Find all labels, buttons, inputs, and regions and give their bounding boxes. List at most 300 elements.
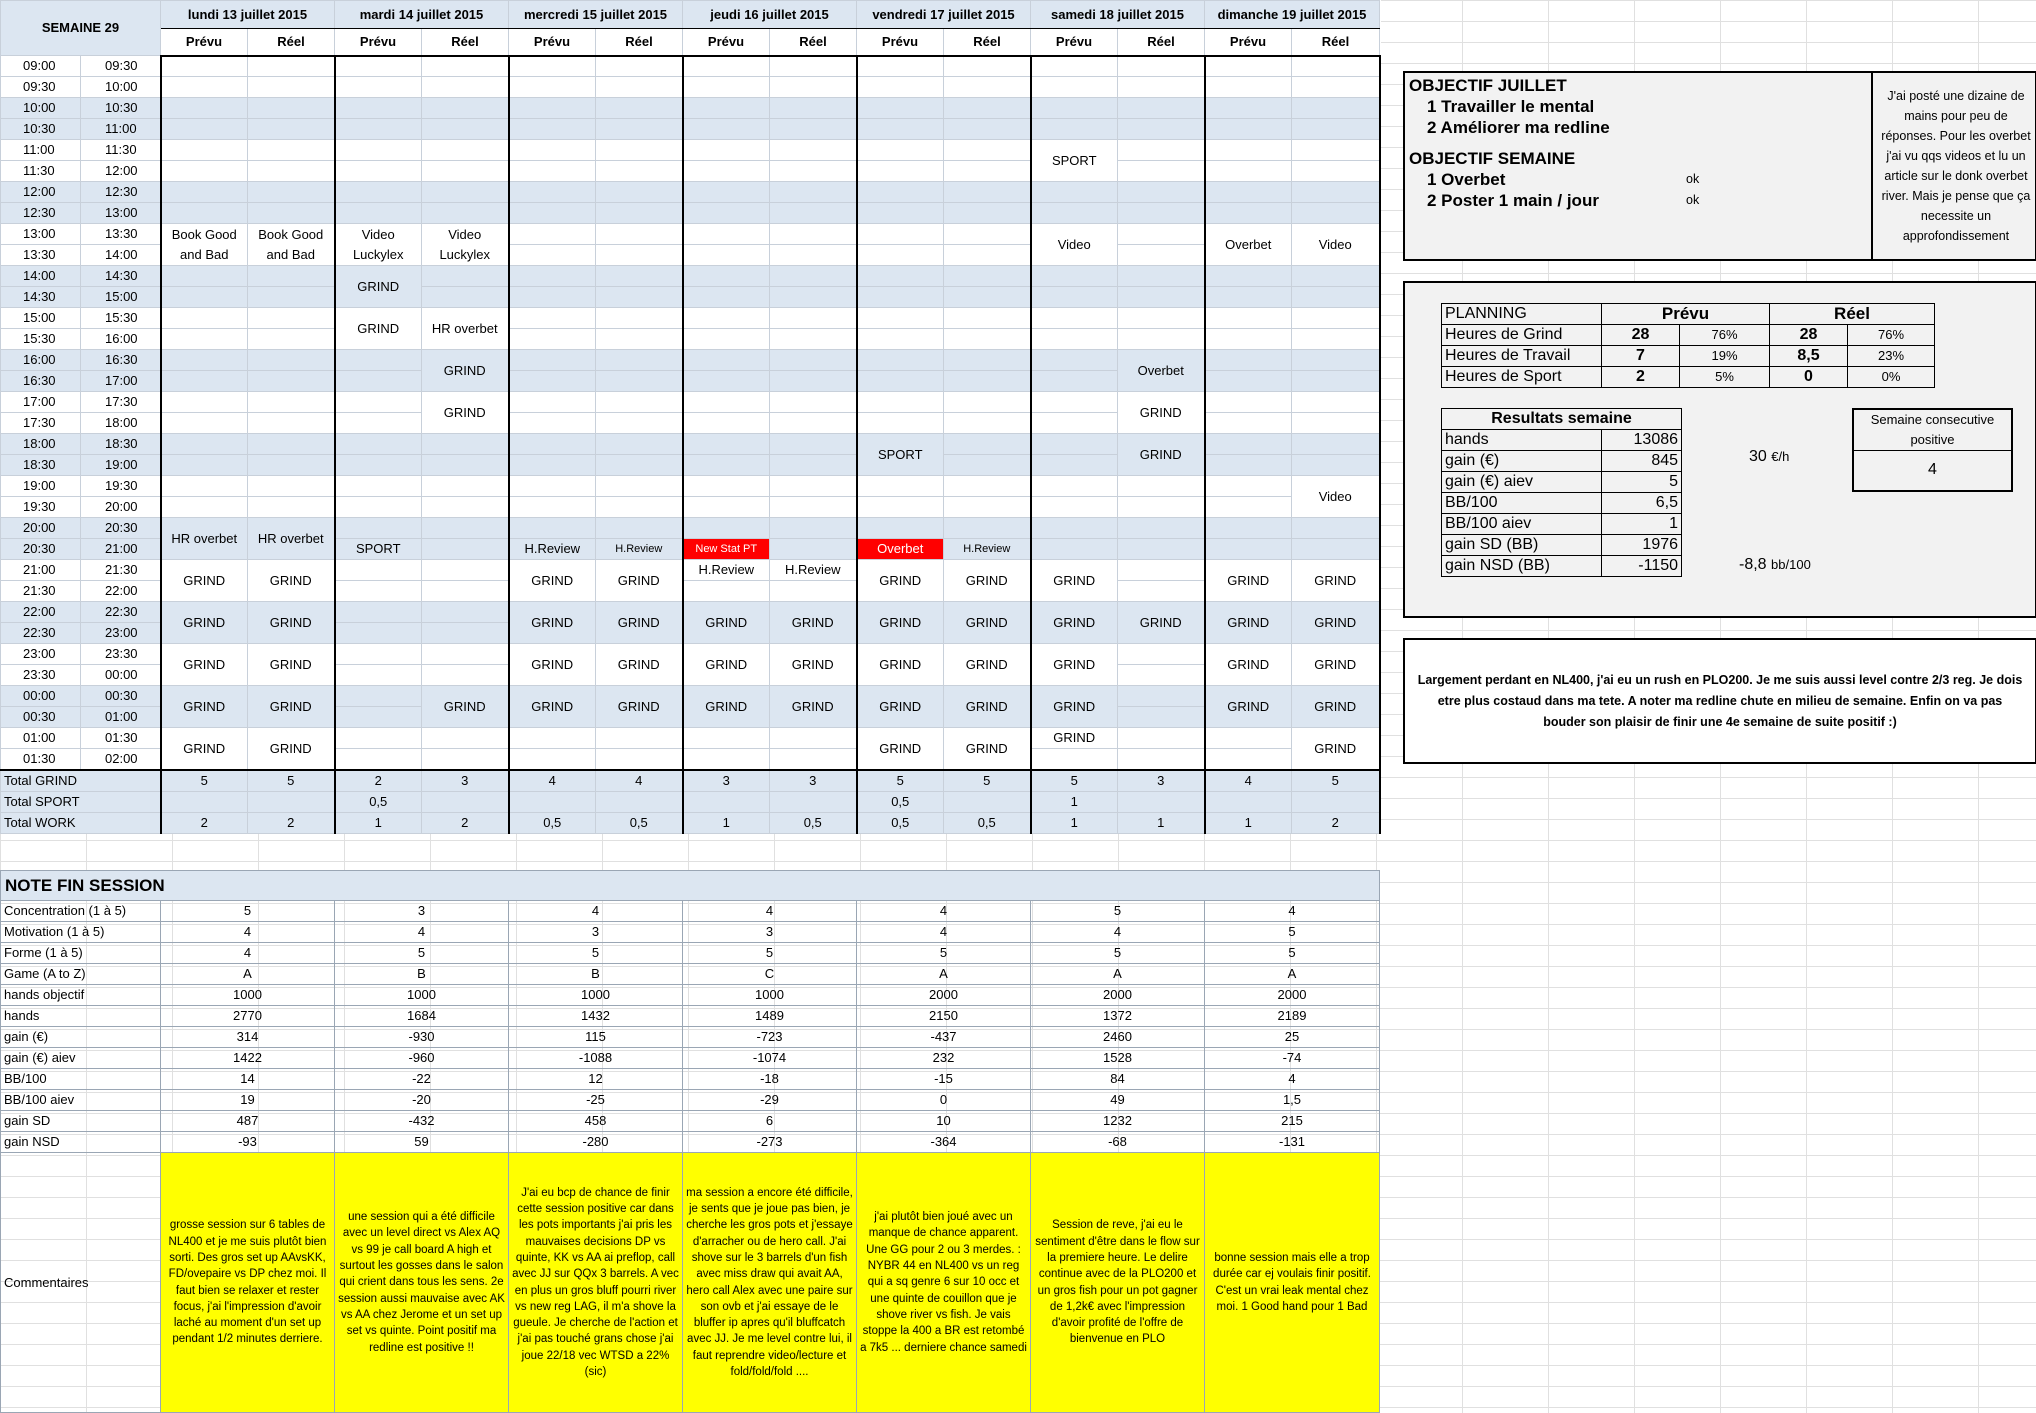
slot-empty[interactable] xyxy=(770,371,857,392)
slot-empty[interactable] xyxy=(944,287,1031,308)
slot-empty[interactable] xyxy=(770,140,857,161)
slot-empty[interactable] xyxy=(596,329,683,350)
slot-empty[interactable] xyxy=(596,245,683,266)
slot-empty[interactable] xyxy=(944,161,1031,182)
slot-empty[interactable] xyxy=(770,476,857,497)
slot-empty[interactable] xyxy=(1205,434,1292,455)
slot-grind[interactable]: GRIND xyxy=(509,644,596,686)
slot-empty[interactable] xyxy=(509,224,596,245)
slot-empty[interactable] xyxy=(1118,161,1205,182)
slot-empty[interactable] xyxy=(335,686,422,707)
slot-empty[interactable] xyxy=(857,266,944,287)
slot-empty[interactable] xyxy=(422,182,509,203)
slot-empty[interactable] xyxy=(335,161,422,182)
slot-empty[interactable] xyxy=(248,350,335,371)
slot-empty[interactable] xyxy=(1031,287,1118,308)
slot-grind[interactable]: GRIND xyxy=(1118,602,1205,644)
slot-empty[interactable] xyxy=(248,140,335,161)
slot-empty[interactable] xyxy=(509,434,596,455)
slot-empty[interactable] xyxy=(596,98,683,119)
slot-empty[interactable] xyxy=(683,203,770,224)
slot-empty[interactable] xyxy=(335,581,422,602)
slot-empty[interactable] xyxy=(596,266,683,287)
slot-empty[interactable] xyxy=(161,56,248,77)
slot-grind[interactable]: GRIND xyxy=(248,560,335,602)
slot-empty[interactable] xyxy=(683,350,770,371)
slot-empty[interactable] xyxy=(1205,161,1292,182)
slot-sport[interactable]: SPORT xyxy=(857,434,944,476)
slot-empty[interactable] xyxy=(944,203,1031,224)
slot-empty[interactable] xyxy=(422,749,509,771)
slot-grind[interactable]: GRIND xyxy=(1292,728,1380,771)
slot-empty[interactable] xyxy=(683,392,770,413)
slot-empty[interactable] xyxy=(683,119,770,140)
slot-grind[interactable]: GRIND xyxy=(857,602,944,644)
slot-video[interactable]: Video xyxy=(1292,224,1380,266)
slot-empty[interactable] xyxy=(1031,476,1118,497)
slot-empty[interactable] xyxy=(596,56,683,77)
slot-empty[interactable] xyxy=(161,287,248,308)
slot-empty[interactable] xyxy=(422,266,509,287)
slot-empty[interactable] xyxy=(1118,182,1205,203)
slot-empty[interactable] xyxy=(683,581,770,602)
slot-empty[interactable] xyxy=(1118,497,1205,518)
slot-empty[interactable] xyxy=(248,203,335,224)
slot-empty[interactable] xyxy=(1031,749,1118,771)
slot-empty[interactable] xyxy=(1118,476,1205,497)
slot-grind[interactable]: GRIND xyxy=(248,602,335,644)
slot-empty[interactable] xyxy=(248,77,335,98)
slot-empty[interactable] xyxy=(1118,329,1205,350)
slot-empty[interactable] xyxy=(683,476,770,497)
slot-overbet[interactable]: Overbet xyxy=(857,539,944,560)
slot-empty[interactable] xyxy=(1292,308,1380,329)
slot-empty[interactable] xyxy=(248,161,335,182)
slot-empty[interactable] xyxy=(1292,266,1380,287)
slot-grind[interactable]: GRIND xyxy=(1031,602,1118,644)
slot-empty[interactable] xyxy=(335,140,422,161)
slot-empty[interactable] xyxy=(770,455,857,476)
slot-empty[interactable] xyxy=(335,476,422,497)
slot-empty[interactable] xyxy=(248,392,335,413)
slot-empty[interactable] xyxy=(1205,455,1292,476)
slot-empty[interactable] xyxy=(161,308,248,329)
slot-grind[interactable]: GRIND xyxy=(857,728,944,771)
slot-empty[interactable] xyxy=(683,728,770,749)
slot-empty[interactable] xyxy=(596,119,683,140)
slot-empty[interactable] xyxy=(509,77,596,98)
slot-empty[interactable] xyxy=(1031,266,1118,287)
slot-grind[interactable]: GRIND xyxy=(248,644,335,686)
slot-empty[interactable] xyxy=(1205,497,1292,518)
slot-empty[interactable] xyxy=(1292,98,1380,119)
slot-empty[interactable] xyxy=(422,602,509,623)
slot-empty[interactable] xyxy=(1205,203,1292,224)
slot-empty[interactable] xyxy=(770,581,857,602)
slot-empty[interactable] xyxy=(944,434,1031,455)
slot-empty[interactable] xyxy=(1205,728,1292,749)
slot-empty[interactable] xyxy=(335,602,422,623)
slot-empty[interactable] xyxy=(770,56,857,77)
slot-empty[interactable] xyxy=(770,287,857,308)
slot-grind[interactable]: GRIND xyxy=(161,644,248,686)
slot-empty[interactable] xyxy=(422,140,509,161)
slot-empty[interactable] xyxy=(1205,518,1292,539)
slot-empty[interactable] xyxy=(248,182,335,203)
slot-empty[interactable] xyxy=(509,518,596,539)
slot-empty[interactable] xyxy=(1118,308,1205,329)
slot-empty[interactable] xyxy=(770,266,857,287)
slot-grind[interactable]: GRIND xyxy=(1205,686,1292,728)
slot-empty[interactable] xyxy=(509,182,596,203)
slot-empty[interactable] xyxy=(422,476,509,497)
slot-empty[interactable] xyxy=(248,119,335,140)
slot-empty[interactable] xyxy=(770,77,857,98)
slot-empty[interactable] xyxy=(161,266,248,287)
slot-empty[interactable] xyxy=(770,161,857,182)
slot-empty[interactable] xyxy=(509,497,596,518)
slot-empty[interactable] xyxy=(1205,308,1292,329)
slot-empty[interactable] xyxy=(944,56,1031,77)
slot-empty[interactable] xyxy=(596,308,683,329)
slot-empty[interactable] xyxy=(509,749,596,771)
slot-empty[interactable] xyxy=(683,287,770,308)
slot-empty[interactable] xyxy=(1205,119,1292,140)
slot-empty[interactable] xyxy=(335,413,422,434)
slot-empty[interactable] xyxy=(683,749,770,771)
slot-empty[interactable] xyxy=(1292,287,1380,308)
slot-empty[interactable] xyxy=(683,455,770,476)
slot-grind[interactable]: GRIND xyxy=(944,602,1031,644)
slot-empty[interactable] xyxy=(683,329,770,350)
slot-empty[interactable] xyxy=(509,329,596,350)
slot-empty[interactable] xyxy=(1205,329,1292,350)
slot-empty[interactable] xyxy=(161,371,248,392)
slot-empty[interactable] xyxy=(1205,140,1292,161)
slot-empty[interactable] xyxy=(683,245,770,266)
slot-sport[interactable]: SPORT xyxy=(335,539,422,560)
slot-grind[interactable]: GRIND xyxy=(1031,728,1118,749)
slot-empty[interactable] xyxy=(1118,140,1205,161)
slot-empty[interactable] xyxy=(1031,56,1118,77)
slot-empty[interactable] xyxy=(335,392,422,413)
slot-empty[interactable] xyxy=(944,77,1031,98)
slot-empty[interactable] xyxy=(335,98,422,119)
slot-empty[interactable] xyxy=(1292,371,1380,392)
slot-empty[interactable] xyxy=(596,161,683,182)
slot-empty[interactable] xyxy=(944,392,1031,413)
slot-empty[interactable] xyxy=(422,434,509,455)
slot-empty[interactable] xyxy=(1205,539,1292,560)
slot-empty[interactable] xyxy=(1292,455,1380,476)
slot-empty[interactable] xyxy=(770,119,857,140)
slot-empty[interactable] xyxy=(944,476,1031,497)
slot-empty[interactable] xyxy=(335,119,422,140)
slot-empty[interactable] xyxy=(770,224,857,245)
slot-empty[interactable] xyxy=(248,308,335,329)
slot-empty[interactable] xyxy=(596,518,683,539)
slot-empty[interactable] xyxy=(1031,119,1118,140)
slot-empty[interactable] xyxy=(1031,413,1118,434)
slot-empty[interactable] xyxy=(161,98,248,119)
slot-empty[interactable] xyxy=(509,56,596,77)
slot-grind[interactable]: GRIND xyxy=(161,686,248,728)
slot-empty[interactable] xyxy=(335,707,422,728)
slot-empty[interactable] xyxy=(857,518,944,539)
slot-empty[interactable] xyxy=(509,308,596,329)
slot-empty[interactable] xyxy=(1205,476,1292,497)
slot-empty[interactable] xyxy=(248,455,335,476)
slot-empty[interactable] xyxy=(422,497,509,518)
slot-empty[interactable] xyxy=(857,350,944,371)
slot-empty[interactable] xyxy=(161,497,248,518)
slot-empty[interactable] xyxy=(770,434,857,455)
slot-empty[interactable] xyxy=(509,476,596,497)
slot-empty[interactable] xyxy=(596,140,683,161)
slot-empty[interactable] xyxy=(509,245,596,266)
slot-empty[interactable] xyxy=(683,371,770,392)
slot-empty[interactable] xyxy=(944,140,1031,161)
slot-empty[interactable] xyxy=(857,371,944,392)
slot-empty[interactable] xyxy=(509,371,596,392)
slot-empty[interactable] xyxy=(1031,518,1118,539)
slot-empty[interactable] xyxy=(770,728,857,749)
slot-empty[interactable] xyxy=(335,497,422,518)
slot-empty[interactable] xyxy=(422,665,509,686)
slot-empty[interactable] xyxy=(335,518,422,539)
slot-empty[interactable] xyxy=(1031,182,1118,203)
slot-empty[interactable] xyxy=(1205,350,1292,371)
slot-empty[interactable] xyxy=(422,119,509,140)
slot-empty[interactable] xyxy=(1205,287,1292,308)
slot-empty[interactable] xyxy=(422,560,509,581)
slot-empty[interactable] xyxy=(683,56,770,77)
slot-grind[interactable]: GRIND xyxy=(596,686,683,728)
slot-empty[interactable] xyxy=(422,161,509,182)
slot-empty[interactable] xyxy=(509,392,596,413)
slot-empty[interactable] xyxy=(596,749,683,771)
slot-book[interactable]: Book Good and Bad xyxy=(161,224,248,266)
slot-empty[interactable] xyxy=(1292,161,1380,182)
slot-empty[interactable] xyxy=(248,371,335,392)
slot-empty[interactable] xyxy=(509,455,596,476)
slot-empty[interactable] xyxy=(1031,371,1118,392)
slot-empty[interactable] xyxy=(1118,266,1205,287)
slot-empty[interactable] xyxy=(944,371,1031,392)
slot-empty[interactable] xyxy=(161,413,248,434)
slot-empty[interactable] xyxy=(335,455,422,476)
slot-empty[interactable] xyxy=(509,119,596,140)
slot-grind[interactable]: GRIND xyxy=(509,602,596,644)
slot-empty[interactable] xyxy=(596,182,683,203)
slot-hr-overbet[interactable]: HR overbet xyxy=(248,518,335,560)
slot-empty[interactable] xyxy=(422,539,509,560)
slot-empty[interactable] xyxy=(1031,392,1118,413)
slot-empty[interactable] xyxy=(770,182,857,203)
slot-empty[interactable] xyxy=(770,497,857,518)
slot-empty[interactable] xyxy=(1031,329,1118,350)
slot-empty[interactable] xyxy=(683,224,770,245)
slot-h-review[interactable]: H.Review xyxy=(770,560,857,581)
slot-empty[interactable] xyxy=(1118,707,1205,728)
slot-empty[interactable] xyxy=(1118,77,1205,98)
slot-empty[interactable] xyxy=(335,623,422,644)
slot-empty[interactable] xyxy=(944,350,1031,371)
slot-empty[interactable] xyxy=(1031,434,1118,455)
slot-empty[interactable] xyxy=(509,161,596,182)
slot-empty[interactable] xyxy=(422,203,509,224)
slot-empty[interactable] xyxy=(596,350,683,371)
slot-empty[interactable] xyxy=(596,455,683,476)
slot-empty[interactable] xyxy=(1292,77,1380,98)
slot-grind[interactable]: GRIND xyxy=(1031,644,1118,686)
slot-empty[interactable] xyxy=(944,266,1031,287)
slot-empty[interactable] xyxy=(944,308,1031,329)
slot-empty[interactable] xyxy=(944,455,1031,476)
slot-h-review[interactable]: H.Review xyxy=(944,539,1031,560)
slot-empty[interactable] xyxy=(1118,224,1205,245)
slot-empty[interactable] xyxy=(161,434,248,455)
slot-grind[interactable]: GRIND xyxy=(1031,686,1118,728)
slot-grind[interactable]: GRIND xyxy=(944,686,1031,728)
slot-empty[interactable] xyxy=(509,98,596,119)
slot-empty[interactable] xyxy=(422,77,509,98)
slot-empty[interactable] xyxy=(944,119,1031,140)
slot-grind[interactable]: GRIND xyxy=(161,602,248,644)
slot-empty[interactable] xyxy=(161,329,248,350)
slot-empty[interactable] xyxy=(335,203,422,224)
slot-empty[interactable] xyxy=(1205,77,1292,98)
slot-empty[interactable] xyxy=(1205,392,1292,413)
slot-empty[interactable] xyxy=(335,434,422,455)
slot-empty[interactable] xyxy=(161,203,248,224)
slot-grind[interactable]: GRIND xyxy=(1205,602,1292,644)
slot-empty[interactable] xyxy=(248,329,335,350)
slot-empty[interactable] xyxy=(335,560,422,581)
slot-grind[interactable]: GRIND xyxy=(509,686,596,728)
slot-empty[interactable] xyxy=(596,203,683,224)
slot-empty[interactable] xyxy=(335,182,422,203)
slot-grind[interactable]: GRIND xyxy=(1205,644,1292,686)
slot-empty[interactable] xyxy=(1118,119,1205,140)
slot-empty[interactable] xyxy=(1205,749,1292,771)
slot-empty[interactable] xyxy=(248,98,335,119)
slot-empty[interactable] xyxy=(1031,203,1118,224)
slot-empty[interactable] xyxy=(944,518,1031,539)
slot-empty[interactable] xyxy=(596,392,683,413)
slot-empty[interactable] xyxy=(422,98,509,119)
slot-empty[interactable] xyxy=(770,392,857,413)
slot-empty[interactable] xyxy=(1118,245,1205,266)
slot-empty[interactable] xyxy=(161,77,248,98)
slot-empty[interactable] xyxy=(683,161,770,182)
slot-grind[interactable]: GRIND xyxy=(1292,602,1380,644)
slot-empty[interactable] xyxy=(770,329,857,350)
slot-h-review[interactable]: H.Review xyxy=(509,539,596,560)
slot-overbet[interactable]: Overbet xyxy=(1205,224,1292,266)
slot-empty[interactable] xyxy=(509,728,596,749)
slot-empty[interactable] xyxy=(857,77,944,98)
slot-empty[interactable] xyxy=(1118,56,1205,77)
slot-empty[interactable] xyxy=(596,728,683,749)
slot-grind[interactable]: GRIND xyxy=(422,350,509,392)
slot-empty[interactable] xyxy=(1292,140,1380,161)
slot-video-lucky[interactable]: Video Luckylex xyxy=(422,224,509,266)
slot-empty[interactable] xyxy=(857,245,944,266)
slot-empty[interactable] xyxy=(422,518,509,539)
slot-grind[interactable]: GRIND xyxy=(596,560,683,602)
slot-empty[interactable] xyxy=(596,497,683,518)
slot-empty[interactable] xyxy=(944,413,1031,434)
slot-new-stat[interactable]: New Stat PT xyxy=(683,539,770,560)
slot-empty[interactable] xyxy=(857,392,944,413)
slot-empty[interactable] xyxy=(1118,581,1205,602)
slot-empty[interactable] xyxy=(509,413,596,434)
slot-grind[interactable]: GRIND xyxy=(596,644,683,686)
slot-grind[interactable]: GRIND xyxy=(770,686,857,728)
slot-empty[interactable] xyxy=(161,476,248,497)
slot-grind[interactable]: GRIND xyxy=(1292,644,1380,686)
slot-empty[interactable] xyxy=(422,56,509,77)
slot-grind[interactable]: GRIND xyxy=(248,686,335,728)
slot-grind[interactable]: GRIND xyxy=(857,644,944,686)
slot-empty[interactable] xyxy=(1031,308,1118,329)
slot-grind[interactable]: GRIND xyxy=(161,560,248,602)
slot-empty[interactable] xyxy=(857,161,944,182)
slot-empty[interactable] xyxy=(161,392,248,413)
slot-empty[interactable] xyxy=(683,497,770,518)
slot-empty[interactable] xyxy=(1292,539,1380,560)
slot-h-review[interactable]: H.Review xyxy=(596,539,683,560)
slot-empty[interactable] xyxy=(1292,119,1380,140)
slot-grind[interactable]: GRIND xyxy=(944,644,1031,686)
slot-empty[interactable] xyxy=(857,140,944,161)
slot-empty[interactable] xyxy=(335,371,422,392)
slot-empty[interactable] xyxy=(335,644,422,665)
slot-empty[interactable] xyxy=(596,224,683,245)
slot-grind[interactable]: GRIND xyxy=(248,728,335,771)
slot-empty[interactable] xyxy=(335,749,422,771)
slot-empty[interactable] xyxy=(770,413,857,434)
slot-empty[interactable] xyxy=(1205,56,1292,77)
slot-empty[interactable] xyxy=(161,119,248,140)
slot-empty[interactable] xyxy=(770,518,857,539)
slot-empty[interactable] xyxy=(509,287,596,308)
slot-empty[interactable] xyxy=(857,413,944,434)
slot-h-review[interactable]: H.Review xyxy=(683,560,770,581)
slot-empty[interactable] xyxy=(596,287,683,308)
slot-empty[interactable] xyxy=(422,455,509,476)
slot-empty[interactable] xyxy=(683,413,770,434)
slot-empty[interactable] xyxy=(770,98,857,119)
slot-empty[interactable] xyxy=(509,350,596,371)
slot-empty[interactable] xyxy=(509,140,596,161)
slot-empty[interactable] xyxy=(857,287,944,308)
slot-empty[interactable] xyxy=(335,728,422,749)
slot-empty[interactable] xyxy=(596,371,683,392)
slot-empty[interactable] xyxy=(161,140,248,161)
slot-empty[interactable] xyxy=(248,413,335,434)
slot-empty[interactable] xyxy=(335,665,422,686)
slot-empty[interactable] xyxy=(248,287,335,308)
slot-empty[interactable] xyxy=(683,308,770,329)
slot-video[interactable]: Video xyxy=(1292,476,1380,518)
slot-hr-overbet[interactable]: HR overbet xyxy=(161,518,248,560)
slot-sport[interactable]: SPORT xyxy=(1031,140,1118,182)
slot-empty[interactable] xyxy=(944,98,1031,119)
slot-empty[interactable] xyxy=(335,56,422,77)
slot-empty[interactable] xyxy=(770,749,857,771)
